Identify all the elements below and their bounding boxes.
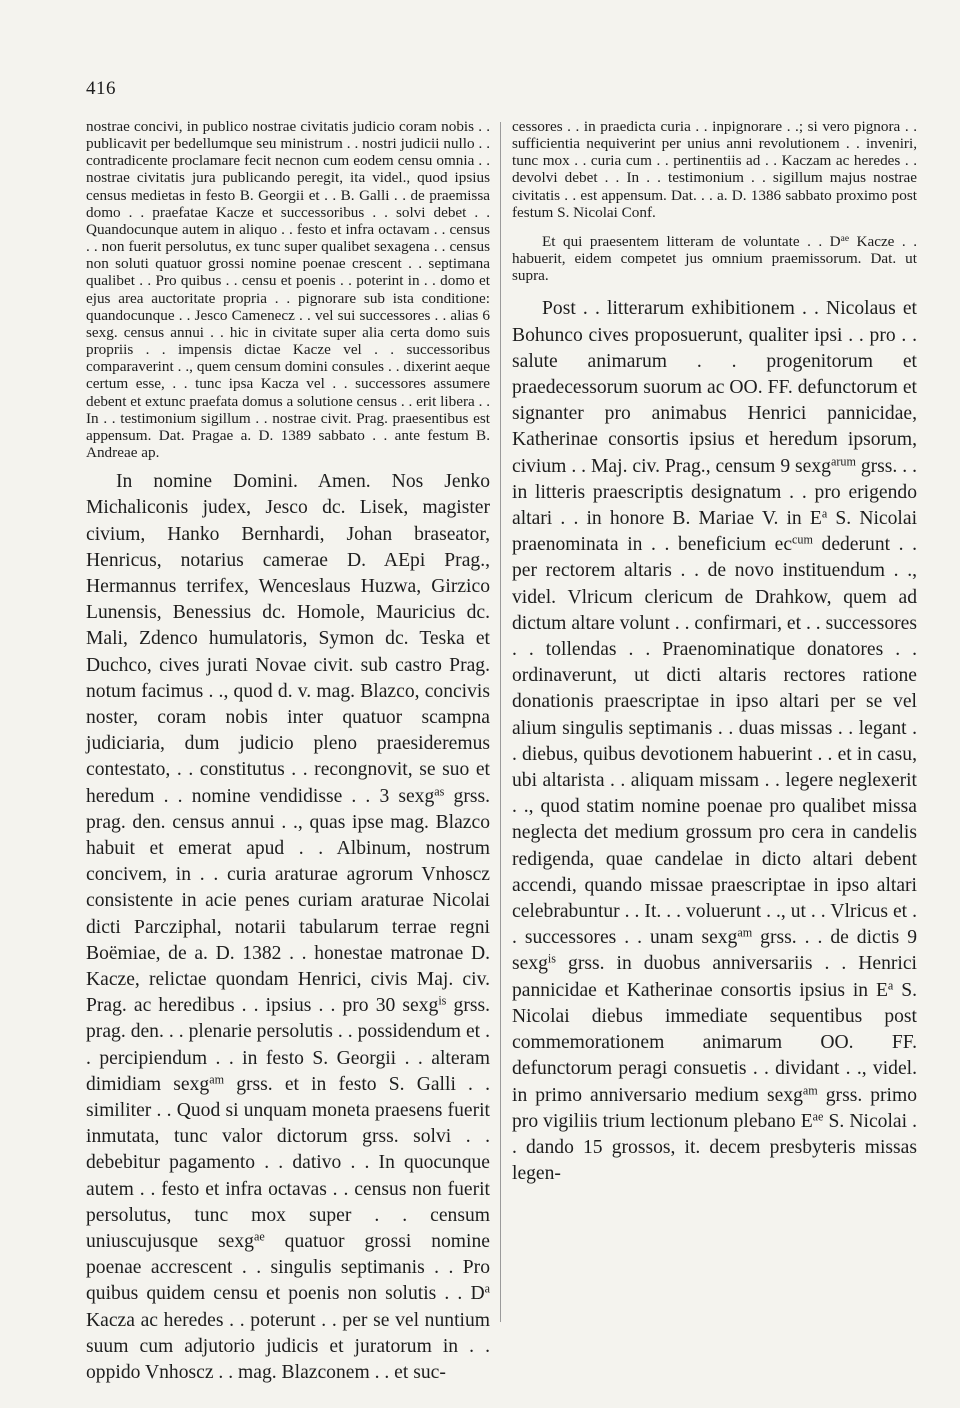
charter-text-small: cessores . . in praedicta curia . . inpignorare . .; si vero pignora . . sufficientia nequiverint per unius anni revolutionem . . inveniri, tunc mox . . curia cum . . pertinentiis ad . . Kaczam ac heredes . . devolvi debet . . In . . testimonium . . sigillum majus nostrae civitatis . . est appensum. Dat. . . a. D. 1386 sabbato proximo post festum S. Nicolai Conf. [512,118,917,221]
charter-text-small: nostrae concivi, in publico nostrae civitatis judicio coram nobis . . publicavit per bedellumque seu ministrum . . nostri judicii nullo . . contradicente proclamare fecit necnon cum eodem censu omnia . . nostrae civitatis jura publicando peregit, ita videl., quod ipsius census medietas in festo B. Georgii et . . B. Galli . . de praemissa domo . . praefatae Kacze et successoribus . . solvi debet . . Quandocunque autem in aliquo . . festo et infra octavam . . census . . non fuerit persolutus, ex tunc super qualibet sexagena . . census non soluti quatuor grossi nomine poenae crescent . . septimana qualibet . . Pro quibus . . censu et poenis . . poterint in . . domo et ejus area auctoritate propria . . pignorare sub ista conditione: quandocunque . . Jesco Camenecz . . vel sui successores . . alias 6 sexg. census annui . . hic in civitate super alia certa domo suis propriis . . impensis dictae Kacze vel . . successoribus comparaverint . ., quem censum domini consules . . dixerint aeque certum esse, . . tunc ipsa Kacza vel . . successores assumere debent et extunc praefata domus a solutione census . . erit libera . . In . . testimonium sigillum . . nostrae civit. Prag. praesentibus est appensum. Dat. Pragae a. D. 1389 sabbato . . ante festum B. Andreae ap. [86,118,490,461]
charter-text: Post . . litterarum exhibitionem . . Nicolaus et Bohunco cives proposuerunt, qualiter ipsi . . pro . . salute animarum . . progenitorum et praedecessorum suorum ac OO. FF. defunctorum et signanter pro animabus Henrici pannicidae, Katherinae consortis ipsius et heredum ipsorum, civium . . Maj. civ. Prag., censum 9 sexg$^{arum}$ grss. . . in litteris praescriptis designatum . . pro erigendo altari . . in honore B. Mariae V. in $E^a$ S. Nicolai praenominata in . . beneficium $ec^{cum}$ dederunt . . per rectorem altaris . . de novo instituendum . ., videl. Vlricum clericum de Drahkow, quem ad dictum altare volunt . . confirmari, et . . successores . . tollendas . . Praenominatique donatores . . ordinaverunt, ut dicti altaris rectores ratione donationis praescriptae in ipso altari per se vel alium singulis septimanis . . duas missas . . legant . . diebus, quibus devotionem habuerint . . et in casu, ubi altarista . . aliquam missam . . legere neglexerit . ., quod statim nomine poenae pro qualibet missa neglecta det medium grossum pro cera in candelis redigenda, quae candelae in dicto altari debent accendi, quando missae praescriptae in ipso altari celebrabuntur . . It. . . voluerunt . ., ut . . Vlricus et . . successores . . unam sexg$^{am}$ grss. . . de dictis 9 sexg$^{is}$ grss. in duobus anniversariis . . Henrici pannicidae et Katherinae consortis ipsius in $E^a$ S. Nicolai diebus immediate sequentibus post commemorationem animarum OO. FF. defunctorum peragi consuetis . . dividant . ., videl. in primo anniversario medium sexg$^{am}$ grss. primo pro vigiliis trium lectionum plebano $E^{ae}$ S. Nicolai . . dando 15 grossos, it. decem presbyteris missas legen- [512,298,918,1185]
note-text: Et qui praesentem litteram de voluntate . . $D^{ae}$ Kacze . . habuerit, eidem competet jus omnium praemissorum. Dat. ut supra. [512,232,917,285]
column-divider [500,122,501,1322]
charter-text: In nomine Domini. Amen. Nos Jenko Michaliconis judex, Jesco dc. Lisek, magister civium, Hanko Bernhardi, Johan braseator, Henricus, notarius camerae D. AEpi Prag., Hermannus terrifex, Wenceslaus Huzwa, Girzico Lunensis, Benessius dc. Homole, Mauricius dc. Mali, Zdenco humulatoris, Symon dc. Teska et Duchco, cives jurati Novae civit. sub castro Prag. notum facimus . ., quod d. v. mag. Blazco, concivis noster, coram nobis inter quatuor scampna judiciaria, dum judicio pleno praesideremus contestato, . . constitutus . . recongnovit, se suo et heredum . . nomine vendidisse . . 3 sexg$^{as}$ grss. prag. den. census annui . ., quas ipse mag. Blazco habuit et emerat apud . . Albinum, nostrum concivem, in . . curia araturae agrorum Vnhoscz consistente in acie penes curiam araturae Nicolai dicti Parcziphal, notarii tabularum terrae regni Boëmiae, de a. D. 1382 . . honestae matronae D. Kacze, relictae quondam Henrici, civis Maj. civ. Prag. ac heredibus . . ipsius . . pro 30 sexg$^{is}$ grss. prag. den. . . plenarie persolutis . . possidendum et . . percipiendum . . in festo S. Georgii . . alteram dimidiam sexg$^{am}$ grss. et in festo S. Galli . . similiter . . Quod si unquam moneta praesens fuerit inmutata, tunc valor dictorum grss. solvi . . debebitur pagamento . . dativo . . In quocunque autem . . festo et infra octavas . . census non fuerit persolutus, tunc mox super . . censum uniuscujusque sexg$^{ae}$ quatuor grossi nomine poenae accrescent . . singulis septimanis . . Pro quibus quidem censu et poenis non solutis . . $D^a$ Kacza ac heredes . . poterunt . . per se vel nuntium suum cum adjutorio judicis et juratorum in . . oppido Vnhoscz . . mag. Blazconem . . et suc- [86,471,490,1384]
page-number: 416 [86,78,116,99]
right-column [512,118,917,1187]
left-column [86,118,490,1386]
